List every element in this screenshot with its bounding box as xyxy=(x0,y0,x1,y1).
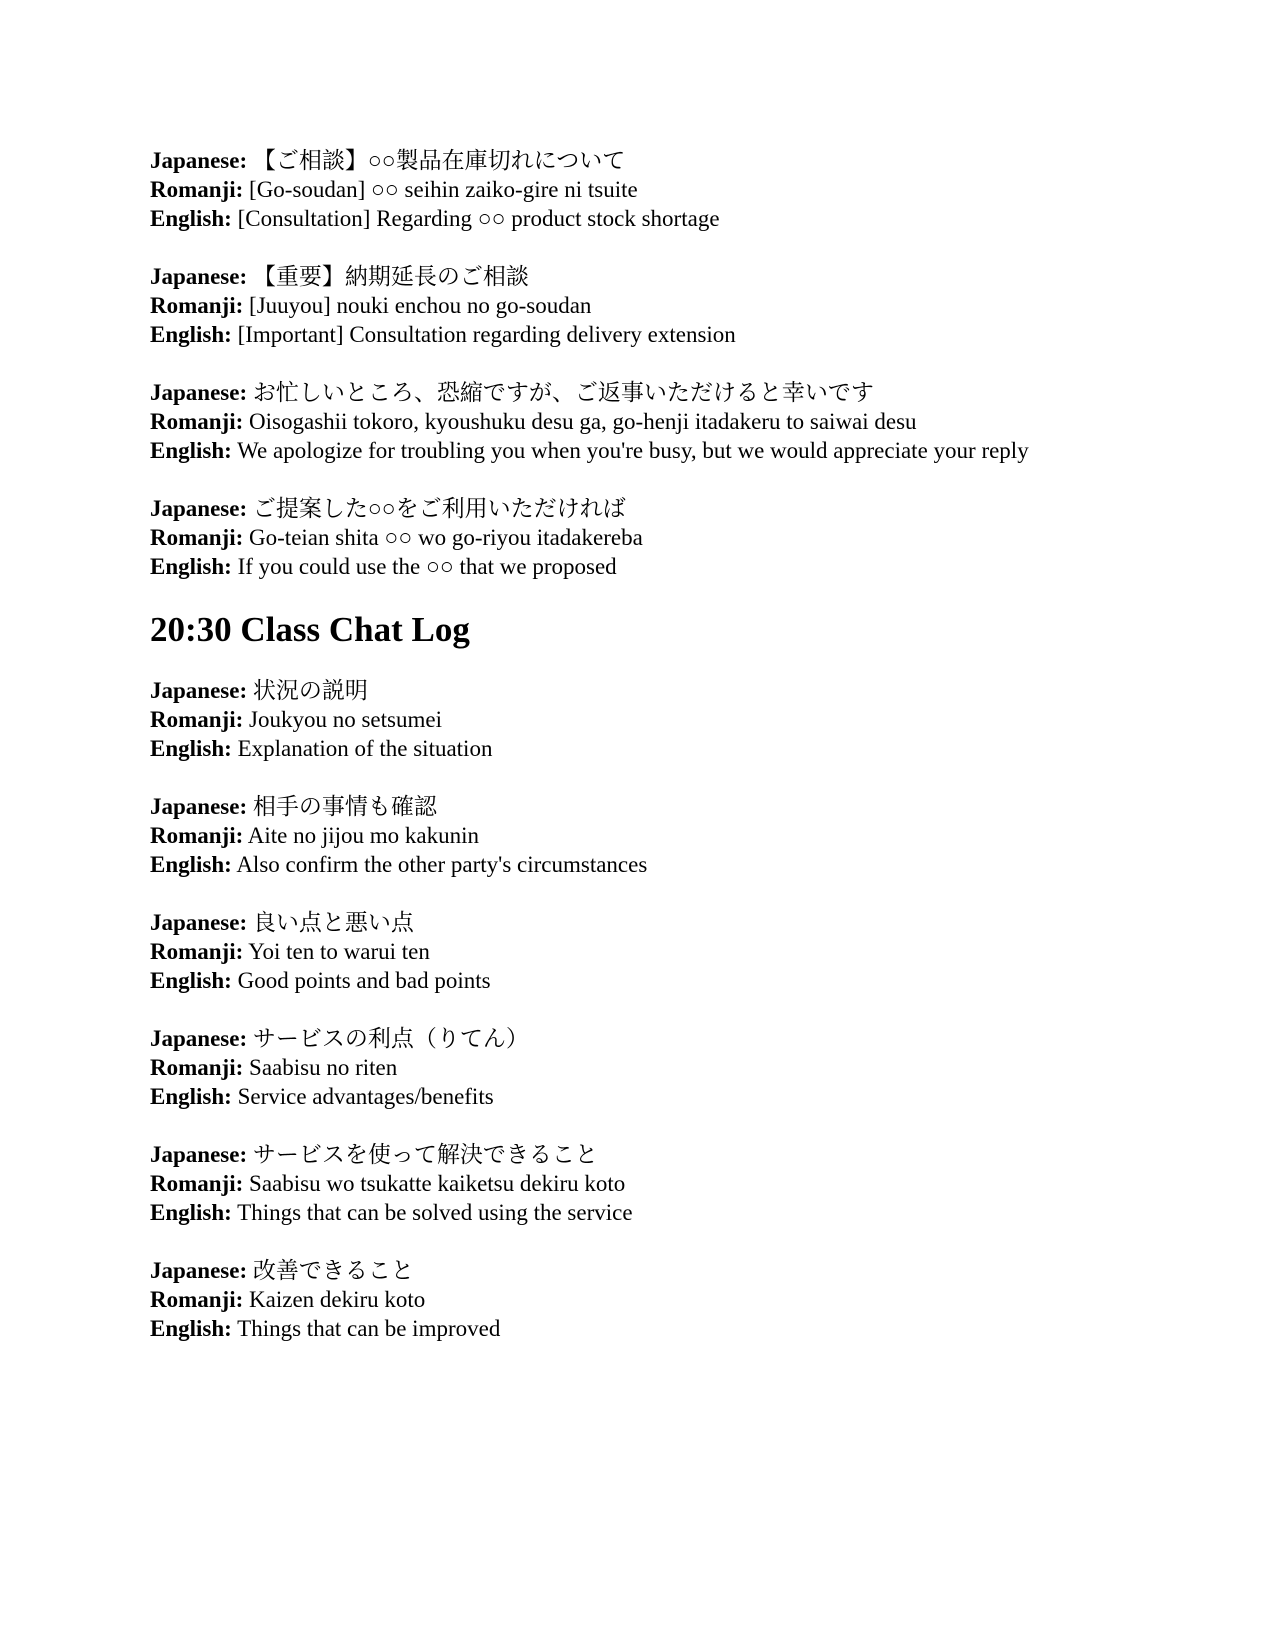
romanji-label: Romanji: xyxy=(150,177,244,202)
english-line xyxy=(150,436,1230,465)
romanji-label: Romanji: xyxy=(150,1287,244,1312)
japanese-text: 相手の事情も確認 xyxy=(252,794,437,819)
romanji-label: Romanji: xyxy=(150,823,244,848)
romanji-text: Aite no jijou mo kakunin xyxy=(247,823,480,848)
romanji-line xyxy=(150,1053,1230,1082)
japanese-line xyxy=(150,676,1230,705)
romanji-text: Oisogashii tokoro, kyoushuku desu ga, go-henji itadakeru to saiwai desu xyxy=(249,409,917,434)
romanji-text: Yoi ten to warui ten xyxy=(248,939,430,964)
english-line xyxy=(150,1314,1230,1343)
japanese-line xyxy=(150,792,1230,821)
phrase-entry xyxy=(150,494,1230,581)
phrase-entry xyxy=(150,146,1230,233)
phrase-entry xyxy=(150,1024,1230,1111)
japanese-text: 良い点と悪い点 xyxy=(252,910,414,935)
english-line xyxy=(150,552,1230,581)
japanese-label: Japanese: xyxy=(150,910,248,935)
phrase-entry xyxy=(150,262,1230,349)
romanji-text: Go-teian shita ○○ wo go-riyou itadakereba xyxy=(249,525,643,550)
romanji-text: Joukyou no setsumei xyxy=(249,707,442,732)
section-heading: 20:30 Class Chat Log xyxy=(150,610,470,649)
japanese-text: ご提案した○○をご利用いただければ xyxy=(252,496,626,521)
japanese-label: Japanese: xyxy=(150,1258,248,1283)
romanji-label: Romanji: xyxy=(150,293,244,318)
japanese-line xyxy=(150,146,1230,175)
english-line xyxy=(150,966,1230,995)
japanese-text: サービスを使って解決できること xyxy=(252,1142,598,1167)
english-label: English: xyxy=(150,736,232,761)
english-line xyxy=(150,204,1230,233)
japanese-label: Japanese: xyxy=(150,264,248,289)
english-text: Good points and bad points xyxy=(237,968,491,993)
romanji-line xyxy=(150,705,1230,734)
phrase-entry xyxy=(150,1140,1230,1227)
english-text: Things that can be solved using the service xyxy=(237,1200,633,1225)
japanese-label: Japanese: xyxy=(150,148,248,173)
english-line xyxy=(150,1082,1230,1111)
phrase-entry xyxy=(150,792,1230,879)
japanese-text: お忙しいところ、恐縮ですが、ご返事いただけると幸いです xyxy=(252,380,874,405)
english-line xyxy=(150,850,1230,879)
japanese-text: 改善できること xyxy=(252,1258,414,1283)
phrase-entry xyxy=(150,1256,1230,1343)
romanji-line xyxy=(150,1169,1230,1198)
english-text: Service advantages/benefits xyxy=(237,1084,494,1109)
romanji-label: Romanji: xyxy=(150,409,244,434)
romanji-text: Saabisu no riten xyxy=(249,1055,398,1080)
english-label: English: xyxy=(150,1200,232,1225)
romanji-line xyxy=(150,1285,1230,1314)
japanese-line xyxy=(150,378,1230,407)
english-label: English: xyxy=(150,554,232,579)
english-text: We apologize for troubling you when you're busy, but we would appreciate your reply xyxy=(237,438,1029,463)
japanese-line xyxy=(150,1140,1230,1169)
romanji-line xyxy=(150,937,1230,966)
romanji-line xyxy=(150,523,1230,552)
japanese-label: Japanese: xyxy=(150,794,248,819)
romanji-label: Romanji: xyxy=(150,939,244,964)
english-label: English: xyxy=(150,438,232,463)
phrase-entry xyxy=(150,908,1230,995)
japanese-line xyxy=(150,494,1230,523)
phrase-entry xyxy=(150,378,1230,465)
romanji-line xyxy=(150,291,1230,320)
english-line xyxy=(150,734,1230,763)
japanese-line xyxy=(150,1024,1230,1053)
japanese-label: Japanese: xyxy=(150,1142,248,1167)
romanji-text: Kaizen dekiru koto xyxy=(249,1287,426,1312)
japanese-text: 状況の説明 xyxy=(252,678,368,703)
english-text: If you could use the ○○ that we proposed xyxy=(237,554,617,579)
japanese-label: Japanese: xyxy=(150,496,248,521)
english-text: Also confirm the other party's circumstances xyxy=(236,852,648,877)
document-page xyxy=(150,146,1230,1372)
romanji-text: Saabisu wo tsukatte kaiketsu dekiru koto xyxy=(249,1171,626,1196)
japanese-text: サービスの利点（りてん） xyxy=(252,1026,529,1051)
english-label: English: xyxy=(150,322,232,347)
japanese-line xyxy=(150,262,1230,291)
romanji-label: Romanji: xyxy=(150,1171,244,1196)
english-label: English: xyxy=(150,1316,232,1341)
english-label: English: xyxy=(150,968,232,993)
english-label: English: xyxy=(150,1084,232,1109)
english-text: Things that can be improved xyxy=(237,1316,501,1341)
japanese-label: Japanese: xyxy=(150,380,248,405)
romanji-label: Romanji: xyxy=(150,707,244,732)
romanji-label: Romanji: xyxy=(150,1055,244,1080)
romanji-text: [Go-soudan] ○○ seihin zaiko-gire ni tsuite xyxy=(249,177,638,202)
english-text: [Consultation] Regarding ○○ product stock shortage xyxy=(237,206,720,231)
japanese-line xyxy=(150,1256,1230,1285)
english-text: Explanation of the situation xyxy=(237,736,493,761)
romanji-line xyxy=(150,407,1230,436)
english-line xyxy=(150,1198,1230,1227)
english-label: English: xyxy=(150,206,232,231)
japanese-text: 【ご相談】○○製品在庫切れについて xyxy=(252,148,626,173)
english-line xyxy=(150,320,1230,349)
romanji-label: Romanji: xyxy=(150,525,244,550)
romanji-text: [Juuyou] nouki enchou no go-soudan xyxy=(249,293,592,318)
english-label: English: xyxy=(150,852,232,877)
english-text: [Important] Consultation regarding delivery extension xyxy=(237,322,736,347)
romanji-line xyxy=(150,175,1230,204)
japanese-line xyxy=(150,908,1230,937)
japanese-label: Japanese: xyxy=(150,1026,248,1051)
phrase-entry xyxy=(150,676,1230,763)
japanese-text: 【重要】納期延長のご相談 xyxy=(252,264,529,289)
romanji-line xyxy=(150,821,1230,850)
japanese-label: Japanese: xyxy=(150,678,248,703)
